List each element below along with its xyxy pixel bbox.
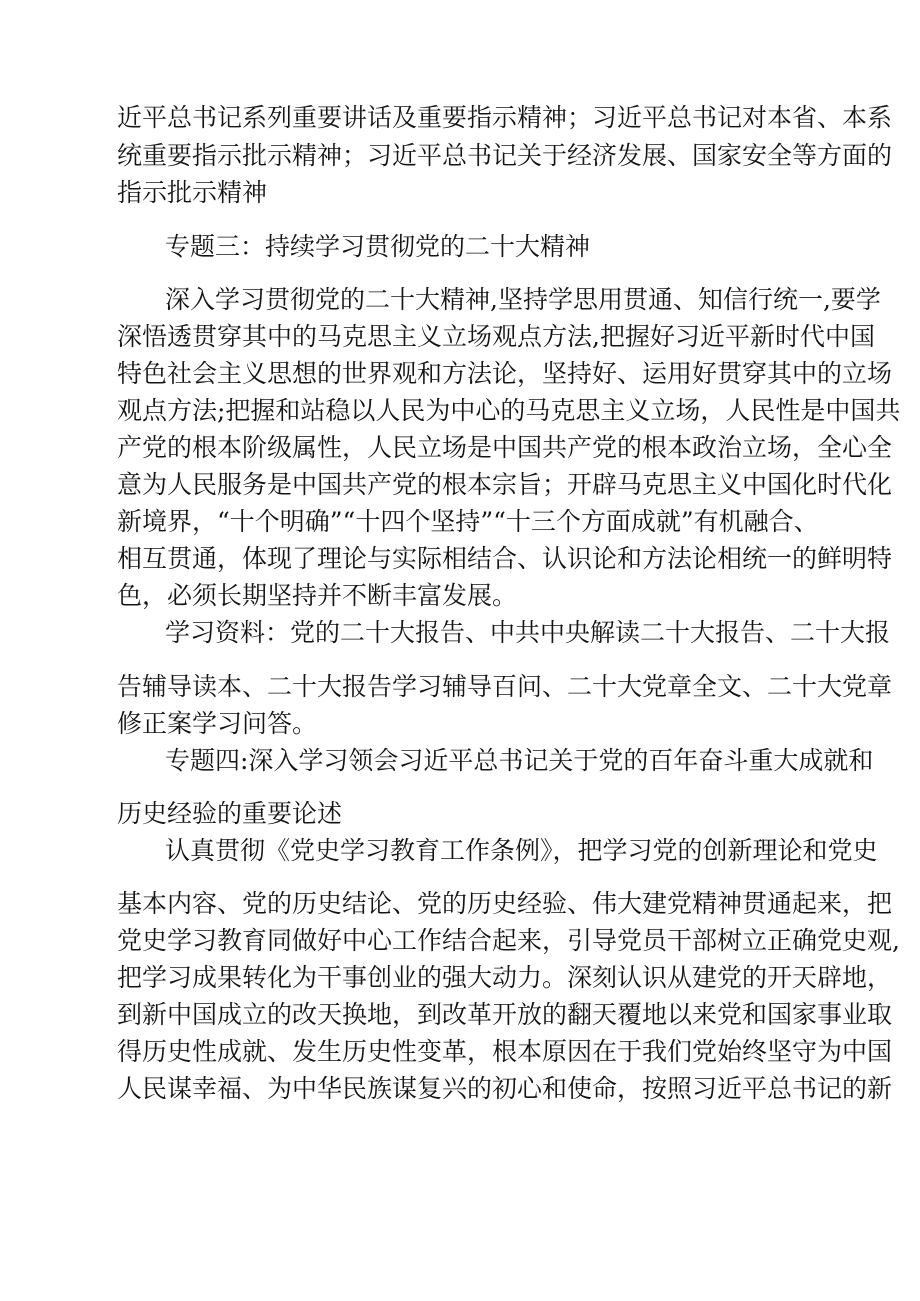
paragraph-line: 得历史性成就、发生历史性变革，根本原因在于我们党始终坚守为中国 <box>117 1037 893 1066</box>
paragraph-line: 色，必须长期坚持并不断丰富发展。 <box>117 581 518 610</box>
paragraph-line: 新境界，“十个明确”“十四个坚持”“十三个方面成就”有机融合、 <box>117 507 819 536</box>
paragraph-line: 把学习成果转化为干事创业的强大动力。深刻认识从建党的开天辟地， <box>117 963 893 992</box>
paragraph-line: 相互贯通，体现了理论与实际相结合、认识论和方法论相统一的鲜明特 <box>117 544 893 573</box>
paragraph-line: 党史学习教育同做好中心工作结合起来，引导党员干部树立正确党史观, <box>117 926 900 955</box>
paragraph-line: 特色社会主义思想的世界观和方法论，坚持好、运用好贯穿其中的立场 <box>117 359 893 388</box>
section-heading-3: 专题三：持续学习贯彻党的二十大精神 <box>165 232 591 261</box>
paragraph-line: 深入学习贯彻党的二十大精神,坚持学思用贯通、知信行统一,要学 <box>165 285 881 314</box>
paragraph-line: 指示批示精神 <box>117 178 268 207</box>
paragraph-line: 深悟透贯穿其中的马克思主义立场观点方法,把握好习近平新时代中国 <box>117 322 875 351</box>
paragraph-line: 近平总书记系列重要讲话及重要指示精神；习近平总书记对本省、本系 <box>117 103 893 132</box>
study-materials-line: 告辅导读本、二十大报告学习辅导百问、二十大党章全文、二十大党章 <box>117 672 893 701</box>
paragraph-line: 产党的根本阶级属性，人民立场是中国共产党的根本政治立场，全心全 <box>117 433 893 462</box>
paragraph-line: 观点方法;把握和站稳以人民为中心的马克思主义立场，人民性是中国共 <box>117 396 901 425</box>
study-materials-line: 修正案学习问答。 <box>117 709 318 738</box>
section-heading-4: 专题四:深入学习领会习近平总书记关于党的百年奋斗重大成就和 <box>165 746 874 775</box>
paragraph-line: 到新中国成立的改天换地，到改革开放的翻天覆地以来党和国家事业取 <box>117 1000 893 1029</box>
section-heading-4: 历史经验的重要论述 <box>117 799 343 828</box>
paragraph-line: 意为人民服务是中国共产党的根本宗旨；开辟马克思主义中国化时代化 <box>117 470 893 499</box>
paragraph-line: 人民谋幸福、为中华民族谋复兴的初心和使命，按照习近平总书记的新 <box>117 1074 893 1103</box>
paragraph-line: 基本内容、党的历史结论、党的历史经验、伟大建党精神贯通起来，把 <box>117 889 893 918</box>
study-materials-line: 学习资料：党的二十大报告、中共中央解读二十大报告、二十大报 <box>165 618 891 647</box>
paragraph-line: 统重要指示批示精神；习近平总书记关于经济发展、国家安全等方面的 <box>117 141 893 170</box>
paragraph-line: 认真贯彻《党史学习教育工作条例》，把学习党的创新理论和党史 <box>165 836 878 865</box>
